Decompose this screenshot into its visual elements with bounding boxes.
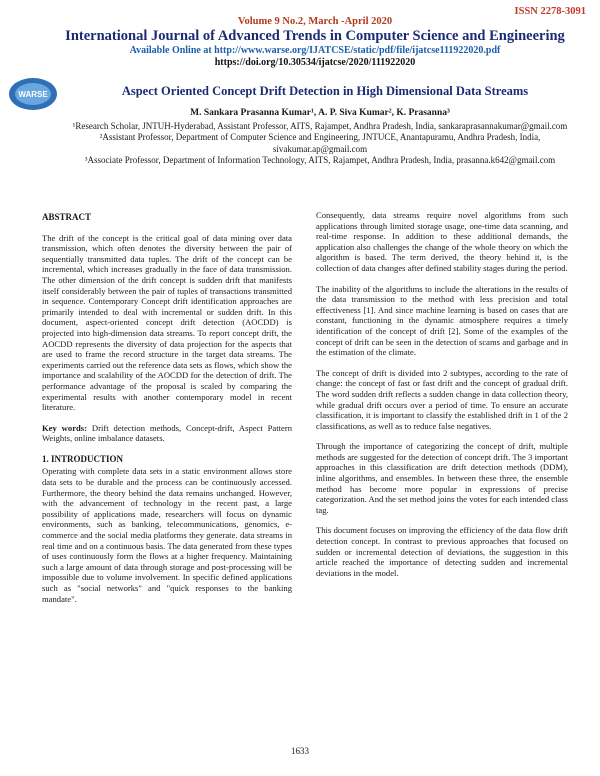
left-column <box>42 212 292 614</box>
affiliation-2: ²Assistant Professor, Department of Computer Science and Engineering, JNTUCE, Anantapuramu, Andhra Pradesh, India, sivakumar.ap@gmail.com <box>99 132 541 154</box>
logo-text: WARSE <box>18 90 48 99</box>
abstract-text: The drift of the concept is the critical goal of data mining over data transmission, which often denotes the diversity between the pair of sequentially transmitted data tuples. The drift of the concept can be incremental, which increases gradually in the face of data transmission. The other dimension of the drift concept is sudden drift that manifests itself considerably between the pair of tuples of transactions transmitted in sequence. Contemporary Concept drift identification approaches are primarily intended to deal with incremental or sudden drift. In this document, aspect-oriented concept drift detection (AOCDD) is projected into high-dimension data streams. To report concept drift, the AOCDD represents the diversity of data projection for the aspects that are used to frame the record structure in the target data streams. The experiments carried out the reference data sets as flows, which show the importance and scalability of the AOCDD for the detection of drift. The performance advantage of the proposal is scaled by comparing the experimental results with another contemporary model in recent literature. <box>42 232 292 413</box>
keywords-label: Key words: <box>42 422 87 433</box>
paragraph-3: The concept of drift is divided into 2 subtypes, according to the rate of change: the concept of fast or fast drift and the concept of gradual drift. The word sudden drift reflects a sudden change in data collection theory, while gradual drift occurs over a period of time. To ensure an accurate classification, it is important to classify the established drift in 1 of the 2 classifications, as well as to reduce false negatives. <box>316 367 568 431</box>
paragraph-4: Through the importance of categorizing the concept of drift, multiple methods are suggested for the detection of concept drift. The 3 important approaches in this classification are drift detection methods (DDM), inline algorithms, and ensembles. In between these three, the ensemble method has become more popular in expressions of precise categorization. And the set method joins the votes for each intended class tag. <box>316 441 569 515</box>
keywords-text: Drift detection methods, Concept-drift, Aspect Pattern Weights, online imbalance datasets. <box>42 422 292 444</box>
right-column <box>316 210 568 588</box>
keywords <box>42 423 292 444</box>
introduction-heading: 1. INTRODUCTION <box>42 453 124 464</box>
volume-line: Volume 9 No.2, March -April 2020 <box>237 16 393 27</box>
author-names: M. Sankara Prasanna Kumar¹, A. P. Siva Kumar², K. Prasanna³ <box>190 108 450 118</box>
page-number: 1633 <box>291 746 309 756</box>
author-block <box>70 108 570 167</box>
introduction-text: Operating with complete data sets in a static environment allows store data sets to be durable and the process can be continuously accessed. Furthermore, the theory behind the data remains unchanged. However, with the advancement of technology in the recent past, a large possibility of applications made, researchers will focus on dynamic environments, such as banking, telecommunications, genomics, e-commerce and the social media platforms they generate. data streams in real time and on a continuous basis. The data generated from these types of uses continuously form the flows at a higher frequency. Maintaining such a large amount of data through storage and post-processing will be impossible due to volume involvement. In specific defined applications such as "social networks" and "quick responses to the banking mandate". <box>42 466 292 604</box>
warse-logo <box>8 76 58 112</box>
affiliation-3: ³Associate Professor, Department of Information Technology, AITS, Rajampet, Andhra Pradesh, India, prasanna.k642@gmail.com <box>84 155 556 165</box>
abstract-heading: ABSTRACT <box>42 212 92 222</box>
doi-link[interactable]: https://doi.org/10.30534/ijatcse/2020/111922020 <box>214 57 416 68</box>
paragraph-2: The inability of the algorithms to include the alterations in the results of the data transmission to the method with less precision and total effectiveness [1]. And since machine learning is based on cases that are constant, functioning in the dynamic atmosphere requires a timely identification of the concept of drift [2]. Some of the examples of the concept of drift can be seen in the detection of scams and garbage and in the estimation of the climate. <box>316 283 568 358</box>
paper-title: Aspect Oriented Concept Drift Detection in High Dimensional Data Streams <box>121 84 529 98</box>
paragraph-1: Consequently, data streams require novel algorithms from such applications through limited storage usage, one-time data scanning, and real-time response. In addition to these additional demands, the application also challenges the change of the whole theory on which the algorithm is based. The term derived, the theory behind it, is the collection of data changes after defined stability stages during the period. <box>316 210 568 273</box>
journal-name: International Journal of Advanced Trends in Computer Science and Engineering <box>65 28 565 44</box>
issn-label: ISSN 2278-3091 <box>514 6 586 17</box>
affiliation-1: ¹Research Scholar, JNTUH-Hyderabad, Assistant Professor, AITS, Rajampet, Andhra Pradesh, India, sankaraprasannakumar@gmail.com <box>72 120 568 131</box>
available-online-link[interactable]: Available Online at http://www.warse.org/IJATCSE/static/pdf/file/ijatcse111922020.pdf <box>129 45 501 56</box>
paragraph-5: This document focuses on improving the efficiency of the data flow drift detection concept. In contrast to previous approaches that focused on sudden or incremental detection of deviations, the suggestion in this article reached the importance of detecting sudden and incremental deviations in the model. <box>316 525 568 578</box>
journal-header <box>60 16 570 69</box>
